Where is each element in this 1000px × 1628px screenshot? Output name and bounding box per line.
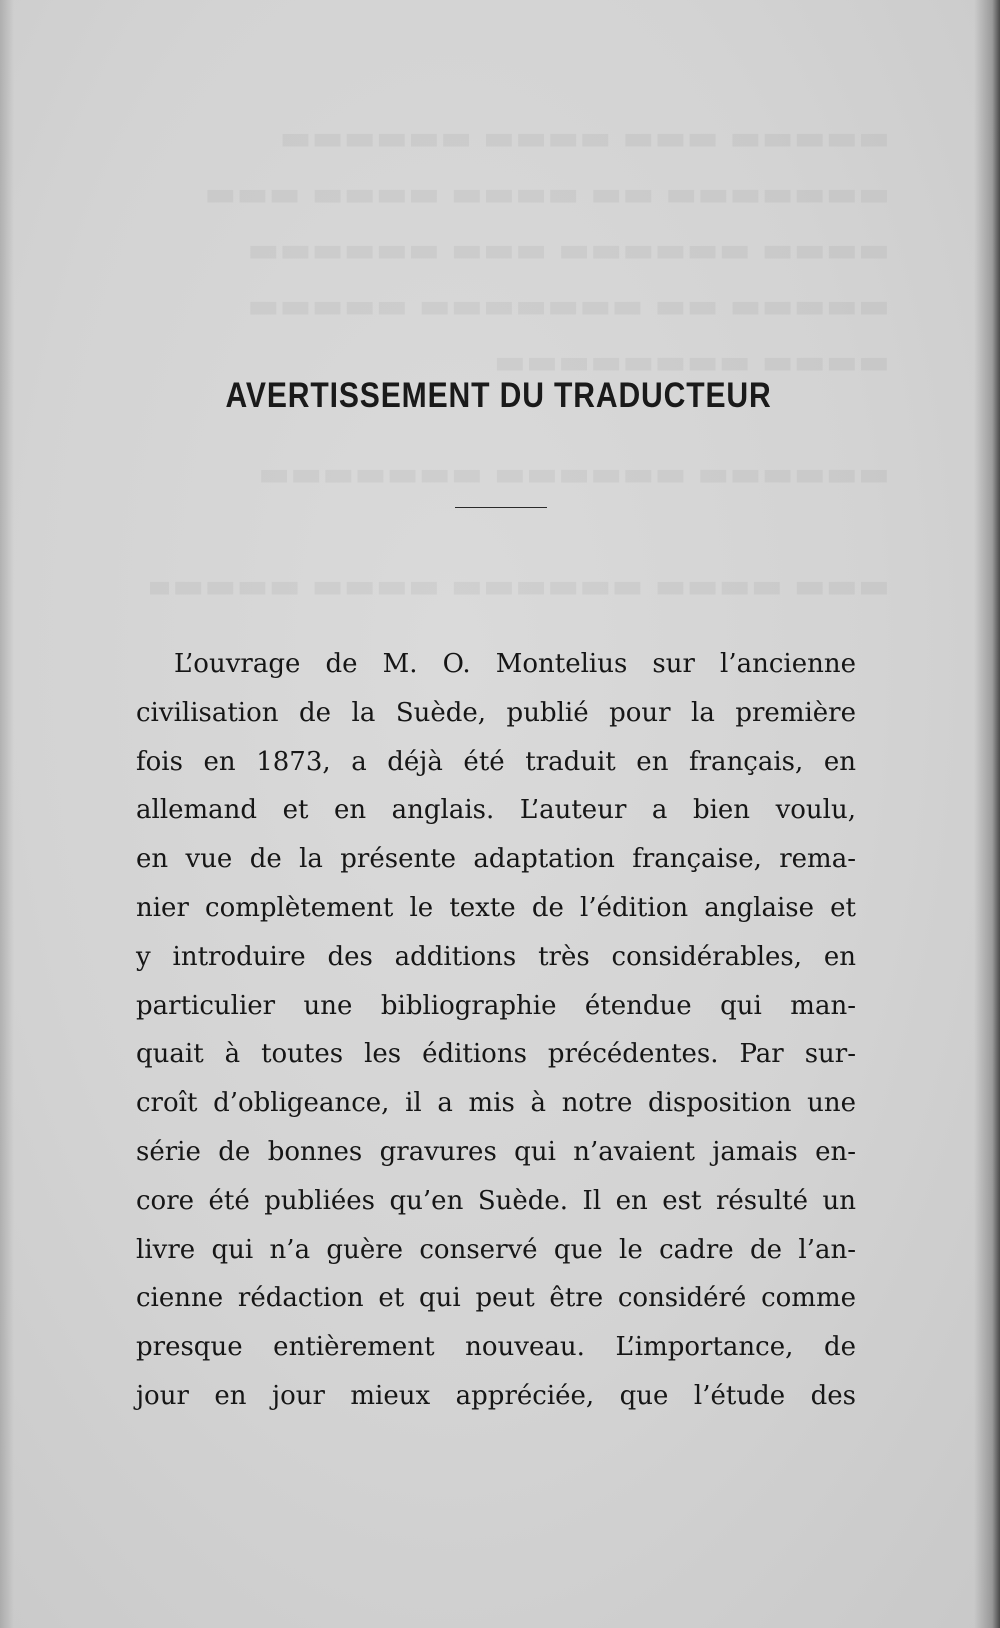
page-title: AVERTISSEMENT DU TRADUCTEUR	[225, 376, 772, 415]
text-line: croît d’obligeance, il a mis à notre disposition une	[136, 1088, 856, 1119]
text-line: livre qui n’a guère conservé que le cadre de l’an-	[136, 1234, 856, 1265]
text-line: allemand et en anglais. L’auteur a bien voulu,	[136, 795, 856, 826]
page-right-shadow	[974, 0, 1000, 1628]
text-line: quait à toutes les éditions précédentes. Par sur-	[136, 1039, 856, 1070]
body-paragraph	[136, 640, 856, 1421]
text-line: civilisation de la Suède, publié pour la première	[136, 697, 856, 728]
text-line: presque entièrement nouveau. L’importance, de	[136, 1332, 856, 1363]
text-line: série de bonnes gravures qui n’avaient jamais en-	[136, 1136, 856, 1167]
text-line: en vue de la présente adaptation française, rema-	[136, 844, 856, 875]
text-line: cienne rédaction et qui peut être considéré comme	[136, 1283, 856, 1314]
text-line: nier complètement le texte de l’édition anglaise et	[136, 892, 856, 923]
title-divider	[455, 507, 547, 508]
text-line: y introduire des additions très considérables, en	[136, 941, 856, 972]
text-line: fois en 1873, a déjà été traduit en français, en	[136, 746, 856, 777]
page-left-shadow	[0, 0, 14, 1628]
text-line: L’ouvrage de M. O. Montelius sur l’ancienne	[174, 649, 856, 679]
text-line: particulier une bibliographie étendue qui man-	[136, 990, 856, 1021]
text-line: jour en jour mieux appréciée, que l’étude des	[136, 1380, 856, 1411]
text-line: core été publiées qu’en Suède. Il en est résulté un	[136, 1185, 856, 1216]
